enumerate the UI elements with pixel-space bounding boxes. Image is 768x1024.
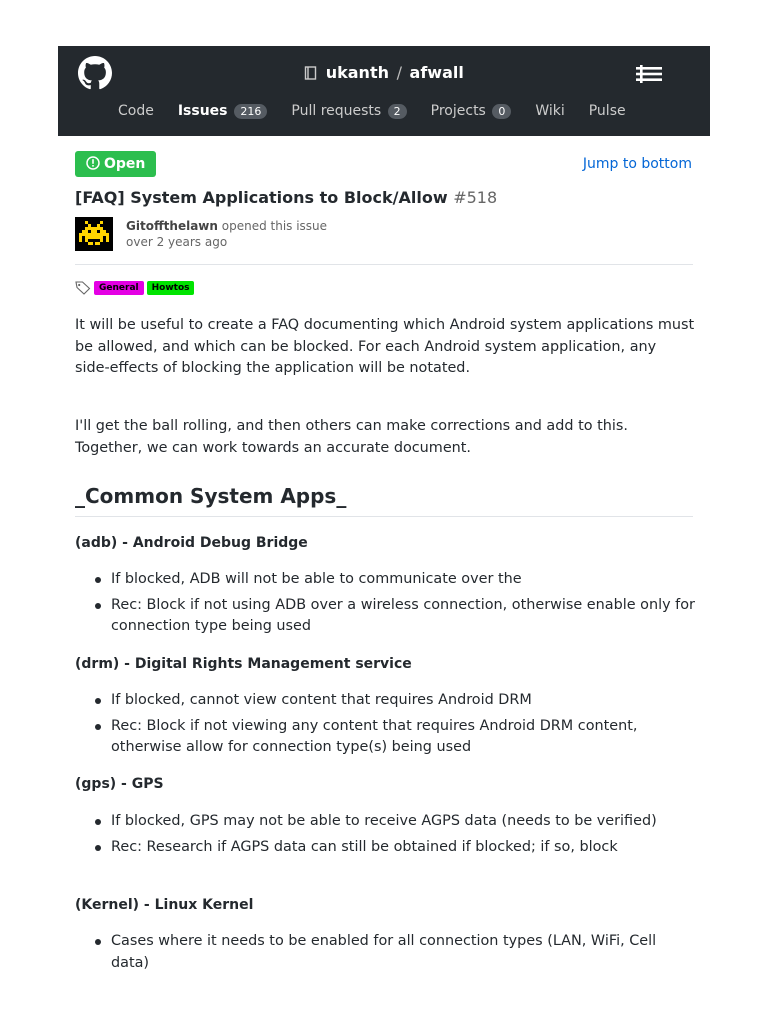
list-item: Rec: Block if not using ADB over a wireless connection, otherwise enable only for connection type being used	[75, 595, 695, 638]
section-title-kernel: (Kernel) - Linux Kernel	[75, 897, 254, 913]
issue-body-paragraph-2: I'll get the ball rolling, and then others can make corrections and add to this. Together, we can work towards an accurate document.	[75, 418, 628, 456]
section-list-gps	[75, 811, 695, 862]
tab-pull-requests[interactable]: Pull requests 2	[291, 103, 406, 119]
section-title-drm: (drm) - Digital Rights Management service	[75, 656, 412, 672]
author-avatar[interactable]	[75, 217, 113, 251]
section-title-adb: (adb) - Android Debug Bridge	[75, 535, 308, 551]
section-heading: _Common System Apps_	[75, 484, 347, 508]
issue-number: #518	[453, 188, 498, 207]
repo-owner-link[interactable]: ukanth	[325, 63, 389, 82]
repo-nav-tabs	[118, 103, 650, 119]
tab-pulse[interactable]: Pulse	[588, 103, 626, 119]
issue-opened-icon	[86, 156, 100, 170]
list-item: If blocked, ADB will not be able to communicate over the	[75, 569, 695, 591]
issue-title-text: [FAQ] System Applications to Block/Allow	[75, 188, 448, 207]
section-list-drm	[75, 690, 695, 763]
tab-issues[interactable]: Issues 216	[178, 103, 268, 119]
list-item: Rec: Research if AGPS data can still be obtained if blocked; if so, block	[75, 837, 695, 859]
list-item: Rec: Block if not viewing any content that requires Android DRM content, otherwise allow for connection type(s) being used	[75, 716, 695, 759]
issue-body-paragraph-1: It will be useful to create a FAQ documenting which Android system applications must be allowed, and which can be blocked. For each Android system application, any side-effects of blocking the application will be notated.	[75, 317, 695, 376]
header-divider	[75, 264, 693, 265]
repo-separator: /	[396, 63, 402, 82]
tab-wiki[interactable]: Wiki	[535, 103, 565, 119]
issue-state-badge	[75, 151, 156, 177]
author-link[interactable]: Gitoffthelawn	[126, 219, 218, 233]
issue-action-text: opened this issue	[221, 219, 328, 233]
section-list-kernel	[75, 931, 695, 978]
repo-name-link[interactable]: afwall	[409, 63, 464, 82]
label-general[interactable]: General	[94, 281, 144, 295]
repo-title	[58, 63, 710, 82]
projects-count-badge: 0	[492, 104, 511, 119]
repo-icon	[304, 66, 317, 81]
menu-icon[interactable]	[634, 65, 664, 83]
issue-timestamp: over 2 years ago	[126, 235, 228, 249]
jump-to-bottom-link[interactable]: Jump to bottom	[582, 156, 692, 172]
section-list-adb	[75, 569, 695, 642]
list-item: If blocked, GPS may not be able to receive AGPS data (needs to be verified)	[75, 811, 695, 833]
list-item: Cases where it needs to be enabled for all connection types (LAN, WiFi, Cell data)	[75, 931, 695, 974]
pull-requests-count-badge: 2	[388, 104, 407, 119]
issue-meta	[126, 219, 327, 233]
issue-title	[75, 188, 497, 207]
tag-icon	[75, 281, 91, 295]
tab-code[interactable]: Code	[118, 103, 154, 119]
repo-header	[58, 46, 710, 136]
list-item: If blocked, cannot view content that requires Android DRM	[75, 690, 695, 712]
tab-projects[interactable]: Projects 0	[431, 103, 512, 119]
issues-count-badge: 216	[234, 104, 267, 119]
issue-state-label: Open	[104, 156, 146, 172]
section-title-gps: (gps) - GPS	[75, 776, 164, 792]
heading-divider	[75, 516, 693, 517]
label-howtos[interactable]: Howtos	[147, 281, 195, 295]
issue-labels	[75, 281, 194, 295]
